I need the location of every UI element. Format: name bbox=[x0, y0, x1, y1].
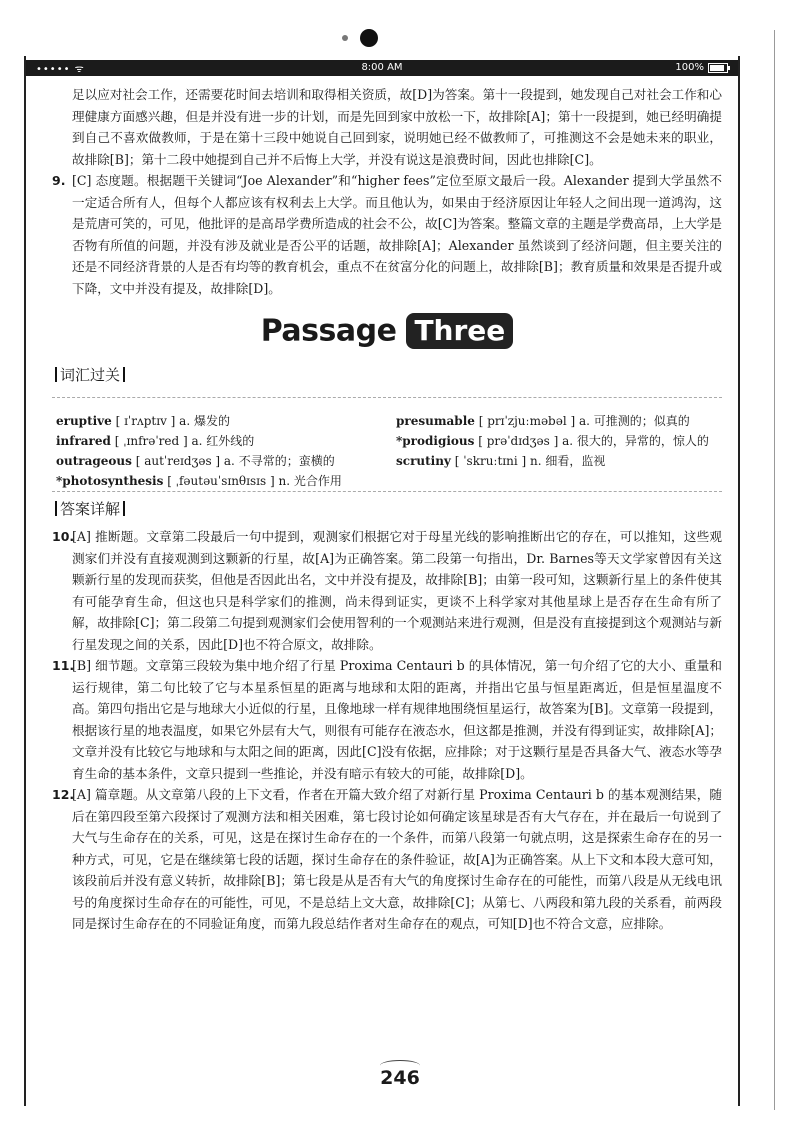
vocab-definition: [ ˌfəutəuˈsɪnθɪsɪs ] n. 光合作用 bbox=[163, 473, 342, 488]
camera-icon bbox=[360, 29, 378, 47]
signal-icon: ••••• ᯤ bbox=[36, 64, 85, 75]
continuation-paragraph: 足以应对社会工作，还需要花时间去培训和取得相关资质，故[D]为答案。第十一段提到，她发现自己对社会工作和心理健康方面感兴趣，但是并没有进一步的计划，而是先回到家中放松一下，故排除[A]；第十一段提到，她已经明确提到自己不喜欢做教师，于是在第十三段中她说自己回到家，说明她已经不做教师了，可推测这不会是她未来的职业，故排除[B]；第十二段中她提到自己并不后悔上大学，并没有说这是浪费时间，因此也排除[C]。 bbox=[72, 87, 722, 167]
answer-item-11 bbox=[52, 655, 722, 784]
battery-indicator bbox=[675, 62, 728, 73]
vocab-heading bbox=[52, 365, 722, 387]
vocab-star: * bbox=[396, 433, 403, 448]
answer-text: [A] 推断题。文章第二段最后一句中提到，观测家们根据它对于母星光线的影响推断出它的存在，可以推知，这些观测家们并没有直接观测到这颗新的行星，故[A]为正确答案。第二段第一句指出，Dr. Barnes等天文学家曾因有关这颗新行星的发现而获奖，但他是否因此出名，文中并没有提及，故排除[B]；由第一段可知，这颗新行星上的条件使其有可能孕育生命，但这也只是科学家们的推测，尚未得到证实，更谈不上科学家对其他星球上是否存在生命有所了解，故排除[C]；第二段第二句提到观测家们会使用智利的一个观测站来进行观测，但是没有直接提到这个观测站与新行星发现之间的关系，因此[D]也不符合原文，故排除。 bbox=[72, 529, 722, 652]
vocab-word: prodigious bbox=[402, 433, 475, 448]
vocab-definition: [ ɪˈrʌptɪv ] a. 爆发的 bbox=[111, 413, 230, 428]
vocab-column-left bbox=[56, 411, 392, 491]
vocab-entry bbox=[56, 451, 392, 471]
page-number bbox=[0, 1060, 800, 1089]
page-edge-line bbox=[774, 30, 775, 1110]
page-number-text: 246 bbox=[380, 1067, 420, 1089]
vocab-entry bbox=[396, 411, 722, 431]
vocab-word: infrared bbox=[56, 433, 111, 448]
heading-bar-icon bbox=[55, 501, 57, 516]
vocab-word: scrutiny bbox=[396, 453, 451, 468]
heading-bar-icon bbox=[55, 367, 57, 382]
battery-icon bbox=[708, 63, 728, 73]
heading-bar-icon bbox=[123, 501, 125, 516]
passage-title bbox=[52, 313, 722, 357]
answer-item-9 bbox=[52, 170, 722, 299]
vocab-box bbox=[52, 393, 722, 489]
vocab-definition: [ autˈreɪdʒəs ] a. 不寻常的；蛮横的 bbox=[131, 453, 335, 468]
answer-number: 9. bbox=[52, 173, 66, 188]
vocab-heading-text: 词汇过关 bbox=[60, 366, 121, 384]
passage-word: Passage bbox=[260, 313, 397, 349]
vocab-definition: [ ˌɪnfrəˈred ] a. 红外线的 bbox=[110, 433, 255, 448]
vocab-star: * bbox=[56, 473, 63, 488]
camera-dots bbox=[342, 27, 402, 51]
passage-tag: Three bbox=[406, 313, 513, 349]
vocab-definition: [ ˈskruːtɪni ] n. 细看，监视 bbox=[450, 453, 606, 468]
answer-text: [A] 篇章题。从文章第八段的上下文看，作者在开篇大致介绍了对新行星 Proxima Centauri b 的基本观测结果，随后在第四段至第六段探讨了观测方法和相关困难，第七段讨论如何确定该星球是否有大气存在，并在最后一句说到了大气与生命存在的关系，可见，这是在探讨生命存在的一个条件，而第八段第一句就点明，这是探索生命存在的另一种方式，可见，它是在继续第七段的话题，探讨生命存在的条件验证，故[A]为正确答案。从上下文和本段大意可知，该段前后并没有意义转折，故排除[B]；第七段是从是否有大气的角度探讨生命存在的可能性，而第八段是从无线电讯号的角度探讨生命存在的可能性，可见，不是总结上文大意，故排除[C]；从第七、八两段和第九段的关系看，前两段同是探讨生命存在的不同验证角度，而第九段总结作者对生命存在的观点，可知[D]也不符合文意，应排除。 bbox=[72, 787, 722, 931]
answer-heading bbox=[52, 499, 722, 521]
vocab-word: outrageous bbox=[56, 453, 132, 468]
answer-heading-text: 答案详解 bbox=[60, 499, 121, 518]
status-bar bbox=[26, 60, 738, 76]
battery-percent: 100% bbox=[675, 62, 704, 73]
status-time: 8:00 AM bbox=[361, 62, 403, 73]
vocab-word: eruptive bbox=[56, 413, 112, 428]
vocab-top-rule bbox=[52, 397, 722, 398]
answer-number: 12. bbox=[52, 787, 75, 802]
answer-number: 11. bbox=[52, 658, 75, 673]
vocab-entry bbox=[56, 431, 392, 451]
heading-bar-icon bbox=[123, 367, 125, 382]
answer-number: 10. bbox=[52, 529, 75, 544]
vocab-entry bbox=[56, 471, 392, 491]
vocab-entry bbox=[396, 451, 722, 471]
answer-item-12 bbox=[52, 784, 722, 935]
page-content bbox=[52, 84, 722, 935]
device-frame-right bbox=[738, 56, 740, 1106]
vocab-word: presumable bbox=[396, 413, 475, 428]
vocab-definition: [ prəˈdɪdʒəs ] a. 很大的，异常的，惊人的 bbox=[474, 433, 709, 448]
device-frame-left bbox=[24, 56, 26, 1106]
vocab-entry bbox=[396, 431, 722, 451]
answer-item-10 bbox=[52, 526, 722, 655]
sensor-dot-icon bbox=[342, 35, 348, 41]
vocab-word: photosynthesis bbox=[62, 473, 164, 488]
vocab-column-right bbox=[396, 411, 722, 471]
vocab-bottom-rule bbox=[52, 491, 722, 492]
vocab-entry bbox=[56, 411, 392, 431]
vocab-definition: [ prɪˈzjuːməbəl ] a. 可推测的；似真的 bbox=[474, 413, 690, 428]
page-edge bbox=[744, 30, 800, 1110]
answer-text: [C] 态度题。根据题干关键词“Joe Alexander”和“higher fees”定位至原文最后一段。Alexander 提到大学虽然不一定适合所有人，但每个人都应该有权利去上大学。而且他认为，如果由于经济原因让年轻人之间出现一道鸿沟，这是荒唐可笑的，可见，他批评的是高昂学费所造成的社会不公，故[C]为答案。整篇文章的主题是学费高昂，上大学是否物有所值的问题，并没有涉及就业是否公平的话题，故排除[A]；Alexander 虽然谈到了经济问题，但主要关注的还是不同经济背景的人是否有均等的教育机会，重点不在贫富分化的问题上，故排除[B]；教育质量和效果是否提升或下降，文中并没有提及，故排除[D]。 bbox=[72, 173, 722, 296]
answer-text: [B] 细节题。文章第三段较为集中地介绍了行星 Proxima Centauri b 的具体情况，第一句介绍了它的大小、重量和运行规律，第二句比较了它与本星系恒星的距离与地球和太阳的距离，并指出它虽与恒星距离近，但是恒星温度不高。第四句指出它是与地球大小近似的行星，且像地球一样有规律地围绕恒星运行，故答案为[B]。文章第一段提到，根据该行星的地表温度，如果它外层有大气，则很有可能存在液态水，但这都是推测，并没有得到证实，故排除[A]；文章并没有比较它与地球和与太阳之间的距离，因此[C]没有依据，应排除；对于这颗行星是否具备大气、液态水等孕育生命的基本条件，文章只提到一些推论，并没有暗示有较大的可能，故排除[D]。 bbox=[72, 658, 722, 781]
